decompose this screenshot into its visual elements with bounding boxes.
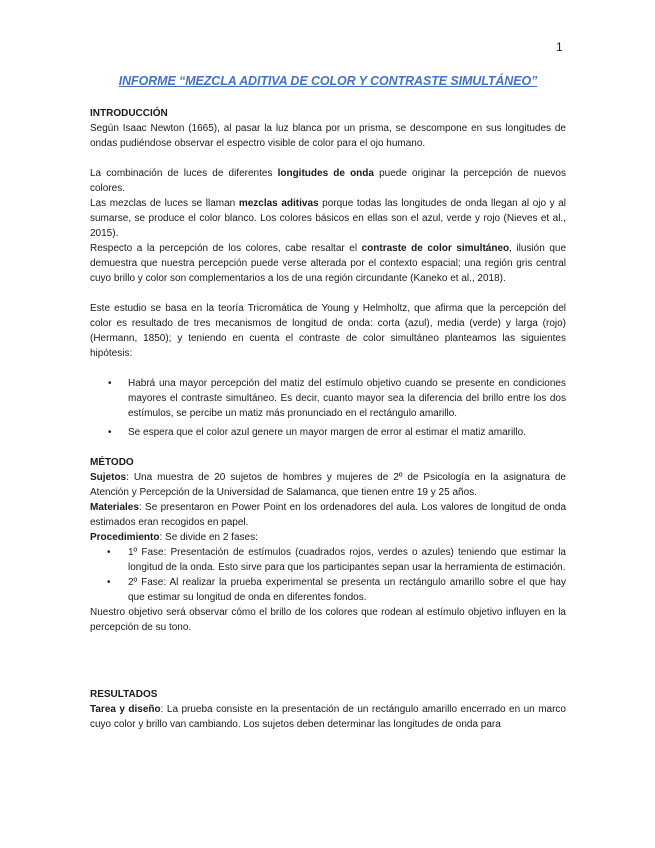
- intro-paragraph-3: Las mezclas de luces se llaman mezclas aditivas porque todas las longitudes de onda llegan al ojo y al sumarse, se produce el color blanco. Los colores básicos en ellas son el azul, verde y rojo (Nieves et al., 2015).: [90, 198, 566, 239]
- page-number: 1: [556, 40, 563, 54]
- bullet-icon: •: [108, 427, 112, 438]
- intro-paragraph-5: Este estudio se basa en la teoría Tricromática de Young y Helmholtz, que afirma que la percepción del color es resultado de tres mecanismos de longitud de onda: corta (azul), media (verde) y larga (rojo) (Hermann, 1850); y teniendo en cuenta el contraste de color simultáneo planteamos las siguientes hipótesis:: [90, 303, 566, 359]
- list-item: • 1º Fase: Presentación de estímulos (cuadrados rojos, verdes o azules) teniendo que estimar la longitud de la onda. Esto sirve para que los participantes sepan usar la herramienta de estimación.: [107, 547, 566, 573]
- results-heading: RESULTADOS: [90, 689, 158, 700]
- intro-paragraph-2: La combinación de luces de diferentes longitudes de onda puede originar la percepción de nuevos colores.: [90, 168, 566, 194]
- list-item: • Se espera que el color azul genere un mayor margen de error al estimar el matiz amarillo.: [108, 427, 526, 438]
- hypotheses-list: [90, 376, 566, 440]
- results-task: Tarea y diseño: La prueba consiste en la presentación de un rectángulo amarillo encerrado en un marco cuyo color y brillo van cambiando. Los sujetos deben determinar las longitudes de onda para: [90, 704, 566, 730]
- bullet-icon: •: [107, 577, 111, 588]
- intro-heading: INTRODUCCIÓN: [90, 108, 168, 119]
- list-item: • Habrá una mayor percepción del matiz del estímulo objetivo cuando se presente en condiciones mayores el contraste simultáneo. Es decir, cuanto mayor sea la diferencia del brillo entre los dos estímulos, se percibe un matiz más pronunciado en el rectángulo amarillo.: [108, 378, 566, 419]
- method-procedure: Procedimiento: Se divide en 2 fases:: [90, 532, 258, 543]
- method-heading: MÉTODO: [90, 457, 134, 468]
- method-objective: Nuestro objetivo será observar cómo el brillo de los colores que rodean al estímulo objetivo influyen en la percepción de su tono.: [90, 607, 566, 633]
- intro-paragraph-1: Según Isaac Newton (1665), al pasar la luz blanca por un prisma, se descompone en sus longitudes de ondas pudiéndose observar el espectro visible de color para el ojo humano.: [90, 123, 566, 149]
- intro-paragraph-4: Respecto a la percepción de los colores, cabe resaltar el contraste de color simultáneo, ilusión que demuestra que nuestra percepción puede verse alterada por el contexto espacial; una región gris central cuyo brillo y color son complementarios a los de una región circundante (Kaneko et al., 2018).: [90, 243, 567, 284]
- document-body: [90, 74, 566, 732]
- list-item: • 2º Fase: Al realizar la prueba experimental se presenta un rectángulo amarillo sobre el que hay que estimar su longitud de onda en diferentes fondos.: [107, 577, 566, 603]
- bullet-icon: •: [108, 378, 112, 389]
- phases-list: [90, 545, 566, 605]
- bullet-icon: •: [107, 547, 111, 558]
- document-title: INFORME “MEZCLA ADITIVA DE COLOR Y CONTRASTE SIMULTÁNEO”: [118, 74, 538, 88]
- method-subjects: Sujetos: Una muestra de 20 sujetos de hombres y mujeres de 2º de Psicología en la asignatura de Atención y Percepción de la Universidad de Salamanca, que tienen entre 19 y 25 años.: [90, 472, 566, 498]
- method-materials: Materiales: Se presentaron en Power Point en los ordenadores del aula. Los valores de longitud de onda estimados eran recogidos en papel.: [90, 502, 566, 528]
